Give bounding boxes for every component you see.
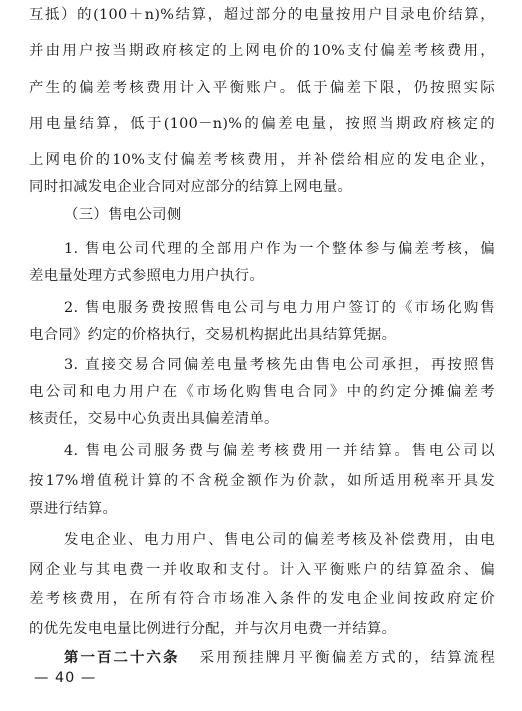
- list-item-3-line: 核责任，交易中心负责出具偏差清单。: [29, 411, 279, 427]
- list-item-2-line: 电合同》约定的价格执行，交易机构据此出具结算凭据。: [29, 327, 397, 343]
- body-line: 互抵）的(100＋n)%结算，超过部分的电量按用户目录电价结算，: [29, 7, 495, 23]
- paragraph-line: 发电企业、电力用户、售电公司的偏差考核及补偿费用，由电: [64, 532, 495, 548]
- list-item-2-line: 2. 售电服务费按照售电公司与电力用户签订的《市场化购售: [64, 300, 495, 316]
- article-number: 第一百二十六条: [64, 649, 180, 666]
- paragraph-line: 差考核费用，在所有符合市场准入条件的发电企业间按政府定价: [29, 591, 495, 607]
- body-line: 并由用户按当期政府核定的上网电价的10%支付偏差考核费用，: [29, 43, 495, 59]
- list-item-4-line: 4. 售电公司服务费与偏差考核费用一并结算。售电公司以: [64, 443, 495, 459]
- list-item-1-line: 差电量处理方式参照电力用户执行。: [29, 268, 265, 284]
- list-item-4-line: 票进行结算。: [29, 501, 118, 517]
- article-text: 采用预挂牌月平衡偏差方式的，结算流程: [199, 650, 495, 666]
- list-item-3-line: 电公司和电力用户在《市场化购售电合同》中的约定分摊偏差考: [29, 384, 495, 400]
- paragraph-line: 的优先发电电量比例进行分配，并与次月电费一并结算。: [29, 621, 397, 637]
- article-line: [64, 648, 495, 668]
- list-item-3-line: 3. 直接交易合同偏差电量考核先由售电公司承担，再按照售: [64, 357, 495, 373]
- page-number: — 40 —: [34, 670, 97, 686]
- body-line: 上网电价的10%支付偏差考核费用，并补偿给相应的发电企业，: [29, 152, 495, 168]
- section-heading: （三）售电公司侧: [64, 207, 182, 223]
- body-line: 同时扣减发电企业合同对应部分的结算上网电量。: [29, 179, 353, 195]
- body-line: 用电量结算，低于(100－n)%的偏差电量，按照当期政府核定的: [29, 116, 495, 132]
- body-line: 产生的偏差考核费用计入平衡账户。低于偏差下限，仍按照实际: [29, 80, 495, 96]
- paragraph-line: 网企业与其电费一并收取和支付。计入平衡账户的结算盈余、偏: [29, 562, 495, 578]
- list-item-4-line: 按17%增值税计算的不含税金额作为价款，如所适用税率开具发: [29, 473, 495, 489]
- list-item-1-line: 1. 售电公司代理的全部用户作为一个整体参与偏差考核，偏: [64, 241, 495, 257]
